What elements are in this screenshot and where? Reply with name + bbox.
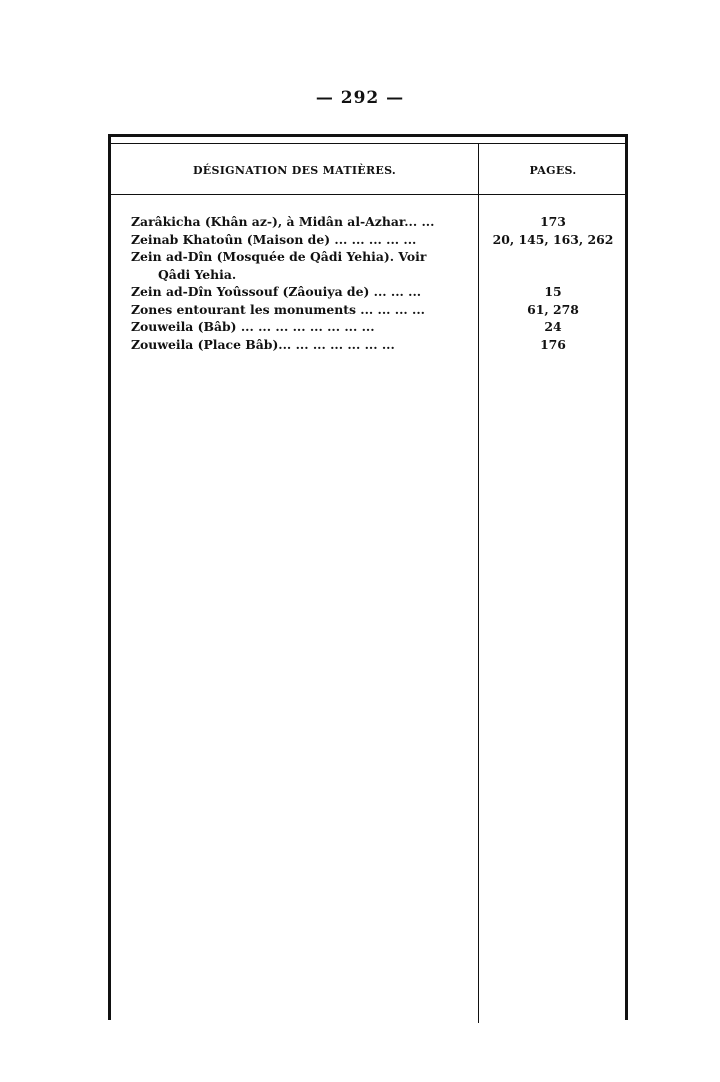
entry-designation xyxy=(131,248,471,283)
table-row xyxy=(111,283,625,301)
entry-pages: 15 xyxy=(544,284,562,299)
table-row xyxy=(111,336,625,354)
table-row xyxy=(111,231,625,249)
table-row xyxy=(111,213,625,231)
entry-designation: Zouweila (Place Bâb)... ... ... ... ... ... ... xyxy=(131,336,395,352)
entry-pages: 173 xyxy=(540,214,566,229)
entry-pages: 176 xyxy=(540,336,566,352)
header-pages: PAGES. xyxy=(529,164,577,177)
entry-designation: Zarâkicha (Khân az-), à Midân al-Azhar... ... xyxy=(131,214,435,229)
entry-designation: Zones entourant les monuments ... ... ... ... xyxy=(131,301,425,317)
table-row xyxy=(111,301,625,319)
entry-pages: 61, 278 xyxy=(527,301,579,317)
entry-designation: Zein ad-Dîn Yoûssouf (Zâouiya de) ... ... ... xyxy=(131,284,422,299)
index-table xyxy=(108,134,628,1020)
entry-pages: 20, 145, 163, 262 xyxy=(492,231,614,247)
entry-designation: Zouweila (Bâb) ... ... ... ... ... ... ... ... xyxy=(131,319,375,334)
table-entries xyxy=(111,213,625,353)
entry-pages: 24 xyxy=(544,319,562,334)
entry-designation-line1: Zein ad-Dîn (Mosquée de Qâdi Yehia). Voir xyxy=(131,249,427,264)
table-row xyxy=(111,248,625,283)
entry-designation-line2: Qâdi Yehia. xyxy=(158,266,237,282)
entry-designation: Zeinab Khatoûn (Maison de) ... ... ... ... ... xyxy=(131,231,417,247)
header-designation: DÉSIGNATION DES MATIÈRES. xyxy=(192,164,397,177)
page-number: — 292 — xyxy=(315,88,405,108)
table-header xyxy=(111,143,625,195)
table-row xyxy=(111,318,625,336)
